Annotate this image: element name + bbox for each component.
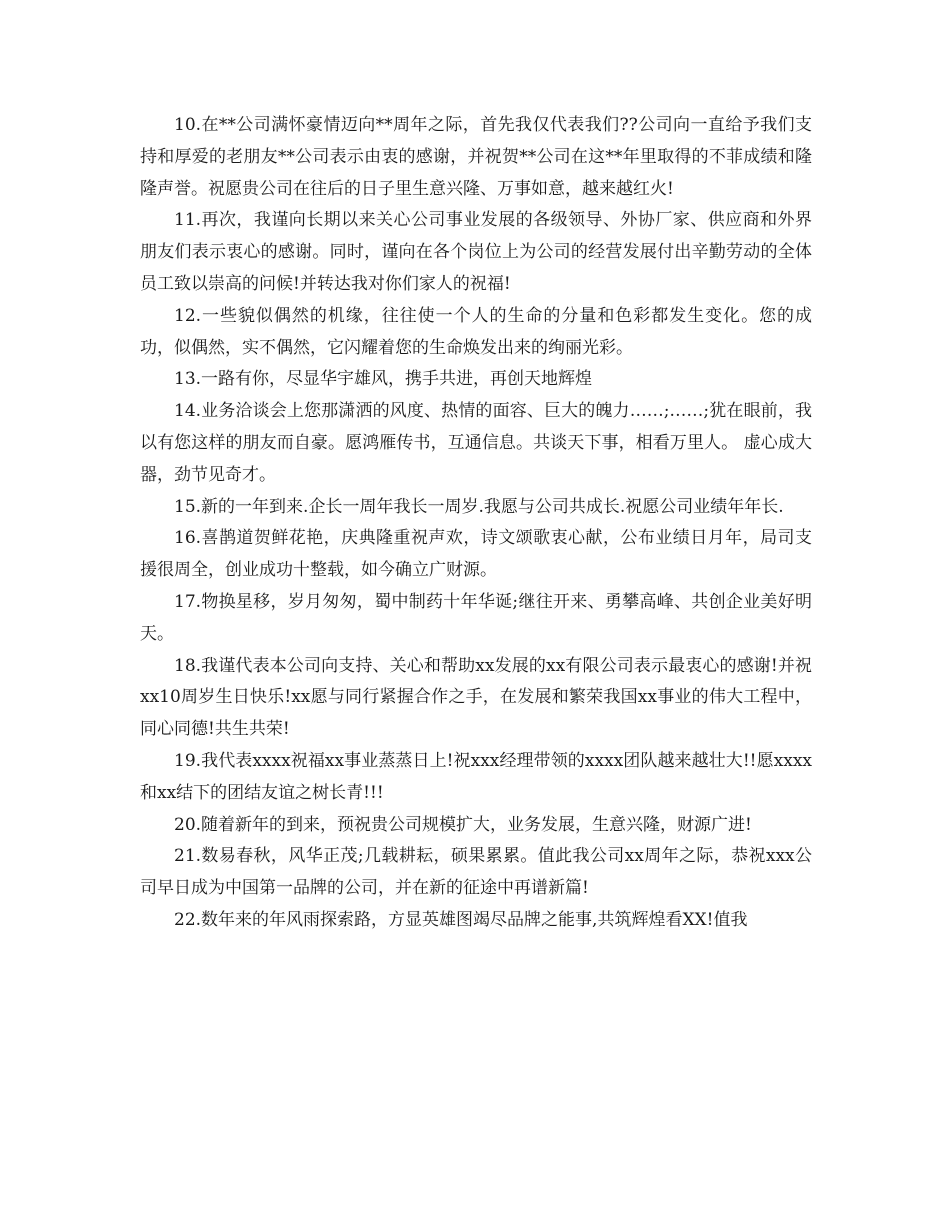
paragraph-13: 13.一路有你，尽显华宇雄风，携手共进，再创天地辉煌 — [174, 369, 593, 390]
paragraph-11: 11.再次，我谨向长期以来关心公司事业发展的各级领导、外协厂家、供应商和外界朋友们表示衷心的感谢。同时，谨向在各个岗位上为公司的经营发展付出辛勤劳动的全体员工致以崇高的问候!并转达我对你们家人的祝福! — [140, 210, 812, 294]
paragraph-22: 22.数年来的年风雨探索路，方显英雄图竭尽品牌之能事,共筑辉煌看XX!值我 — [174, 909, 748, 930]
paragraph-12: 12.一些貌似偶然的机缘，往往使一个人的生命的分量和色彩都发生变化。您的成功，似偶然，实不偶然，它闪耀着您的生命焕发出来的绚丽光彩。 — [140, 305, 812, 358]
paragraph-16: 16.喜鹊道贺鲜花艳，庆典隆重祝声欢，诗文颂歌衷心献，公布业绩日月年，局司支援很周全，创业成功十整载，如今确立广财源。 — [140, 528, 812, 581]
paragraph-21: 21.数易春秋，风华正茂;几载耕耘，硕果累累。值此我公司xx周年之际，恭祝xxx公司早日成为中国第一品牌的公司，并在新的征途中再谱新篇! — [140, 846, 812, 899]
paragraph-10: 10.在**公司满怀豪情迈向**周年之际，首先我仅代表我们??公司向一直给予我们支持和厚爱的老朋友**公司表示由衷的感谢，并祝贺**公司在这**年里取得的不菲成绩和隆隆声誉。祝愿贵公司在往后的日子里生意兴隆、万事如意，越来越红火! — [140, 115, 812, 199]
document-page — [140, 110, 812, 937]
paragraph-15: 15.新的一年到来.企长一周年我长一周岁.我愿与公司共成长.祝愿公司业绩年年长. — [174, 496, 784, 517]
paragraph-14: 14.业务洽谈会上您那潇洒的风度、热情的面容、巨大的魄力……;……;犹在眼前，我以有您这样的朋友而自豪。愿鸿雁传书，互通信息。共谈天下事，相看万里人。 虚心成大器，劲节见奇才。 — [140, 401, 812, 485]
paragraph-20: 20.随着新年的到来，预祝贵公司规模扩大，业务发展，生意兴隆，财源广进! — [174, 814, 752, 835]
paragraph-18: 18.我谨代表本公司向支持、关心和帮助xx发展的xx有限公司表示最衷心的感谢!并祝xx10周岁生日快乐!xx愿与同行紧握合作之手，在发展和繁荣我国xx事业的伟大工程中，同心同德!共生共荣! — [140, 655, 812, 740]
paragraph-19: 19.我代表xxxx祝福xx事业蒸蒸日上!祝xxx经理带领的xxxx团队越来越壮大!!愿xxxx和xx结下的团结友谊之树长青!!! — [140, 750, 812, 803]
paragraph-17: 17.物换星移，岁月匆匆，蜀中制药十年华诞;继往开来、勇攀高峰、共创企业美好明天。 — [140, 591, 812, 644]
